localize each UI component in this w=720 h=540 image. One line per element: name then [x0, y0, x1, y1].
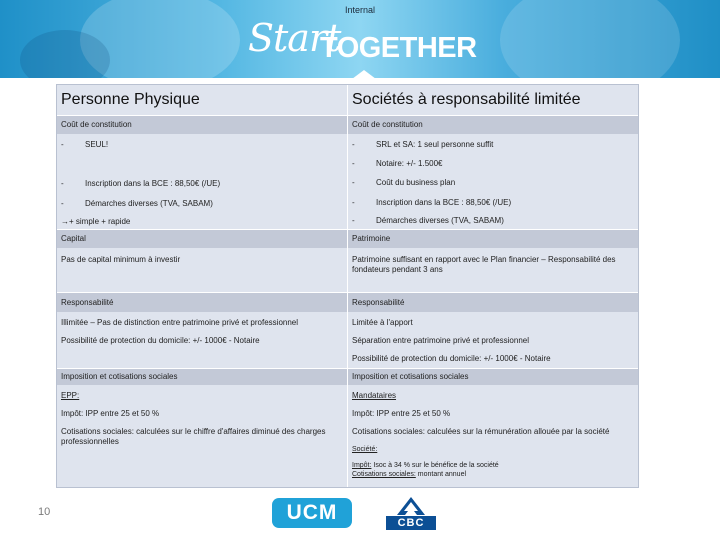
epp-label: EPP:: [61, 391, 80, 400]
cout-left-cell: [57, 134, 347, 229]
arrow-right-icon: →: [61, 217, 69, 226]
responsabilite-right-cell: [347, 312, 637, 368]
header-banner: [0, 0, 720, 78]
impot-text: Impôt: IPP entre 25 et 50 %: [352, 409, 451, 418]
divider: [57, 229, 638, 230]
section-label: Coût de constitution: [347, 115, 637, 134]
table-row-responsabilite: [57, 312, 638, 368]
section-label: Coût de constitution: [61, 120, 132, 129]
page-number: 10: [38, 506, 51, 518]
divider: [57, 115, 638, 116]
section-label: Responsabilité: [61, 298, 114, 307]
logo-start-text: Start: [248, 16, 341, 60]
mandataires-label: Mandataires: [352, 391, 397, 400]
section-row-capital: [57, 229, 638, 248]
isoc-line: Impôt: Isoc à 34 % sur le bénéfice de la société: [352, 462, 499, 469]
start-together-logo: [248, 16, 478, 68]
comparison-table: [56, 84, 639, 488]
ucm-logo: UCM: [272, 498, 352, 528]
list-item: - Inscription dans la BCE : 88,50€ (/UE): [61, 179, 221, 188]
column-title-personne-physique: Personne Physique: [61, 91, 200, 108]
section-label: Capital: [61, 234, 86, 243]
divider: [57, 368, 638, 369]
responsabilite-text: Possibilité de protection du domicile: +/- 1000€ - Notaire: [352, 354, 551, 363]
list-item: - Inscription dans la BCE : 88,50€ (/UE): [352, 198, 512, 207]
section-row-cout: [57, 115, 638, 134]
logo-together-text: TOGETHER: [320, 32, 477, 64]
table-row-imposition: [57, 385, 638, 487]
cotisations-text: Cotisations sociales: calculées sur le chiffre d'affaires diminué des charges professionnelles: [61, 427, 326, 446]
section-label: Patrimoine: [347, 229, 637, 248]
list-item: - Démarches diverses (TVA, SABAM): [61, 199, 213, 208]
table-row-capital: [57, 248, 638, 292]
imposition-right-cell: [347, 385, 637, 487]
impot-text: Impôt: IPP entre 25 et 50 %: [61, 409, 160, 418]
cout-right-cell: [347, 134, 637, 229]
capital-right-text: Patrimoine suffisant en rapport avec le Plan financier – Responsabilité des fondateurs pendant 3 ans: [347, 248, 637, 292]
capital-left-text: Pas de capital minimum à investir: [61, 255, 181, 264]
list-item: - Démarches diverses (TVA, SABAM): [352, 216, 504, 225]
table-row-cout: [57, 134, 638, 229]
imposition-left-cell: [57, 385, 347, 487]
section-row-imposition: [57, 368, 638, 385]
cbc-emblem-icon: [394, 496, 428, 516]
list-item: - Coût du business plan: [352, 178, 456, 187]
section-label: Imposition et cotisations sociales: [347, 368, 637, 385]
list-item: - SEUL!: [61, 140, 109, 149]
banner-notch: [352, 70, 376, 78]
list-item: - Notaire: +/- 1.500€: [352, 159, 443, 168]
societe-label: Société:: [352, 446, 378, 453]
cotisations-societe-line: Cotisations sociales: montant annuel: [352, 471, 467, 478]
divider: [57, 292, 638, 293]
responsabilite-text: Limitée à l'apport: [352, 318, 413, 327]
section-label: Imposition et cotisations sociales: [61, 372, 178, 381]
responsabilite-text: Possibilité de protection du domicile: +/- 1000€ - Notaire: [61, 336, 260, 345]
responsabilite-text: Séparation entre patrimoine privé et professionnel: [352, 336, 529, 345]
cbc-logo: CBC: [386, 496, 436, 532]
list-item: →+ simple + rapide: [61, 217, 131, 226]
cotisations-text: Cotisations sociales: calculées sur la rémunération allouée par la société: [352, 427, 610, 436]
section-label: Responsabilité: [347, 292, 637, 312]
column-title-societes: Sociétés à responsabilité limitée: [347, 85, 637, 115]
responsabilite-text: Illimitée – Pas de distinction entre patrimoine privé et professionnel: [61, 318, 299, 327]
responsabilite-left-cell: [57, 312, 347, 368]
table-header-row: [57, 85, 638, 115]
list-item: - SRL et SA: 1 seul personne suffit: [352, 140, 494, 149]
section-row-responsabilite: [57, 292, 638, 312]
classification-label: Internal: [344, 5, 376, 15]
